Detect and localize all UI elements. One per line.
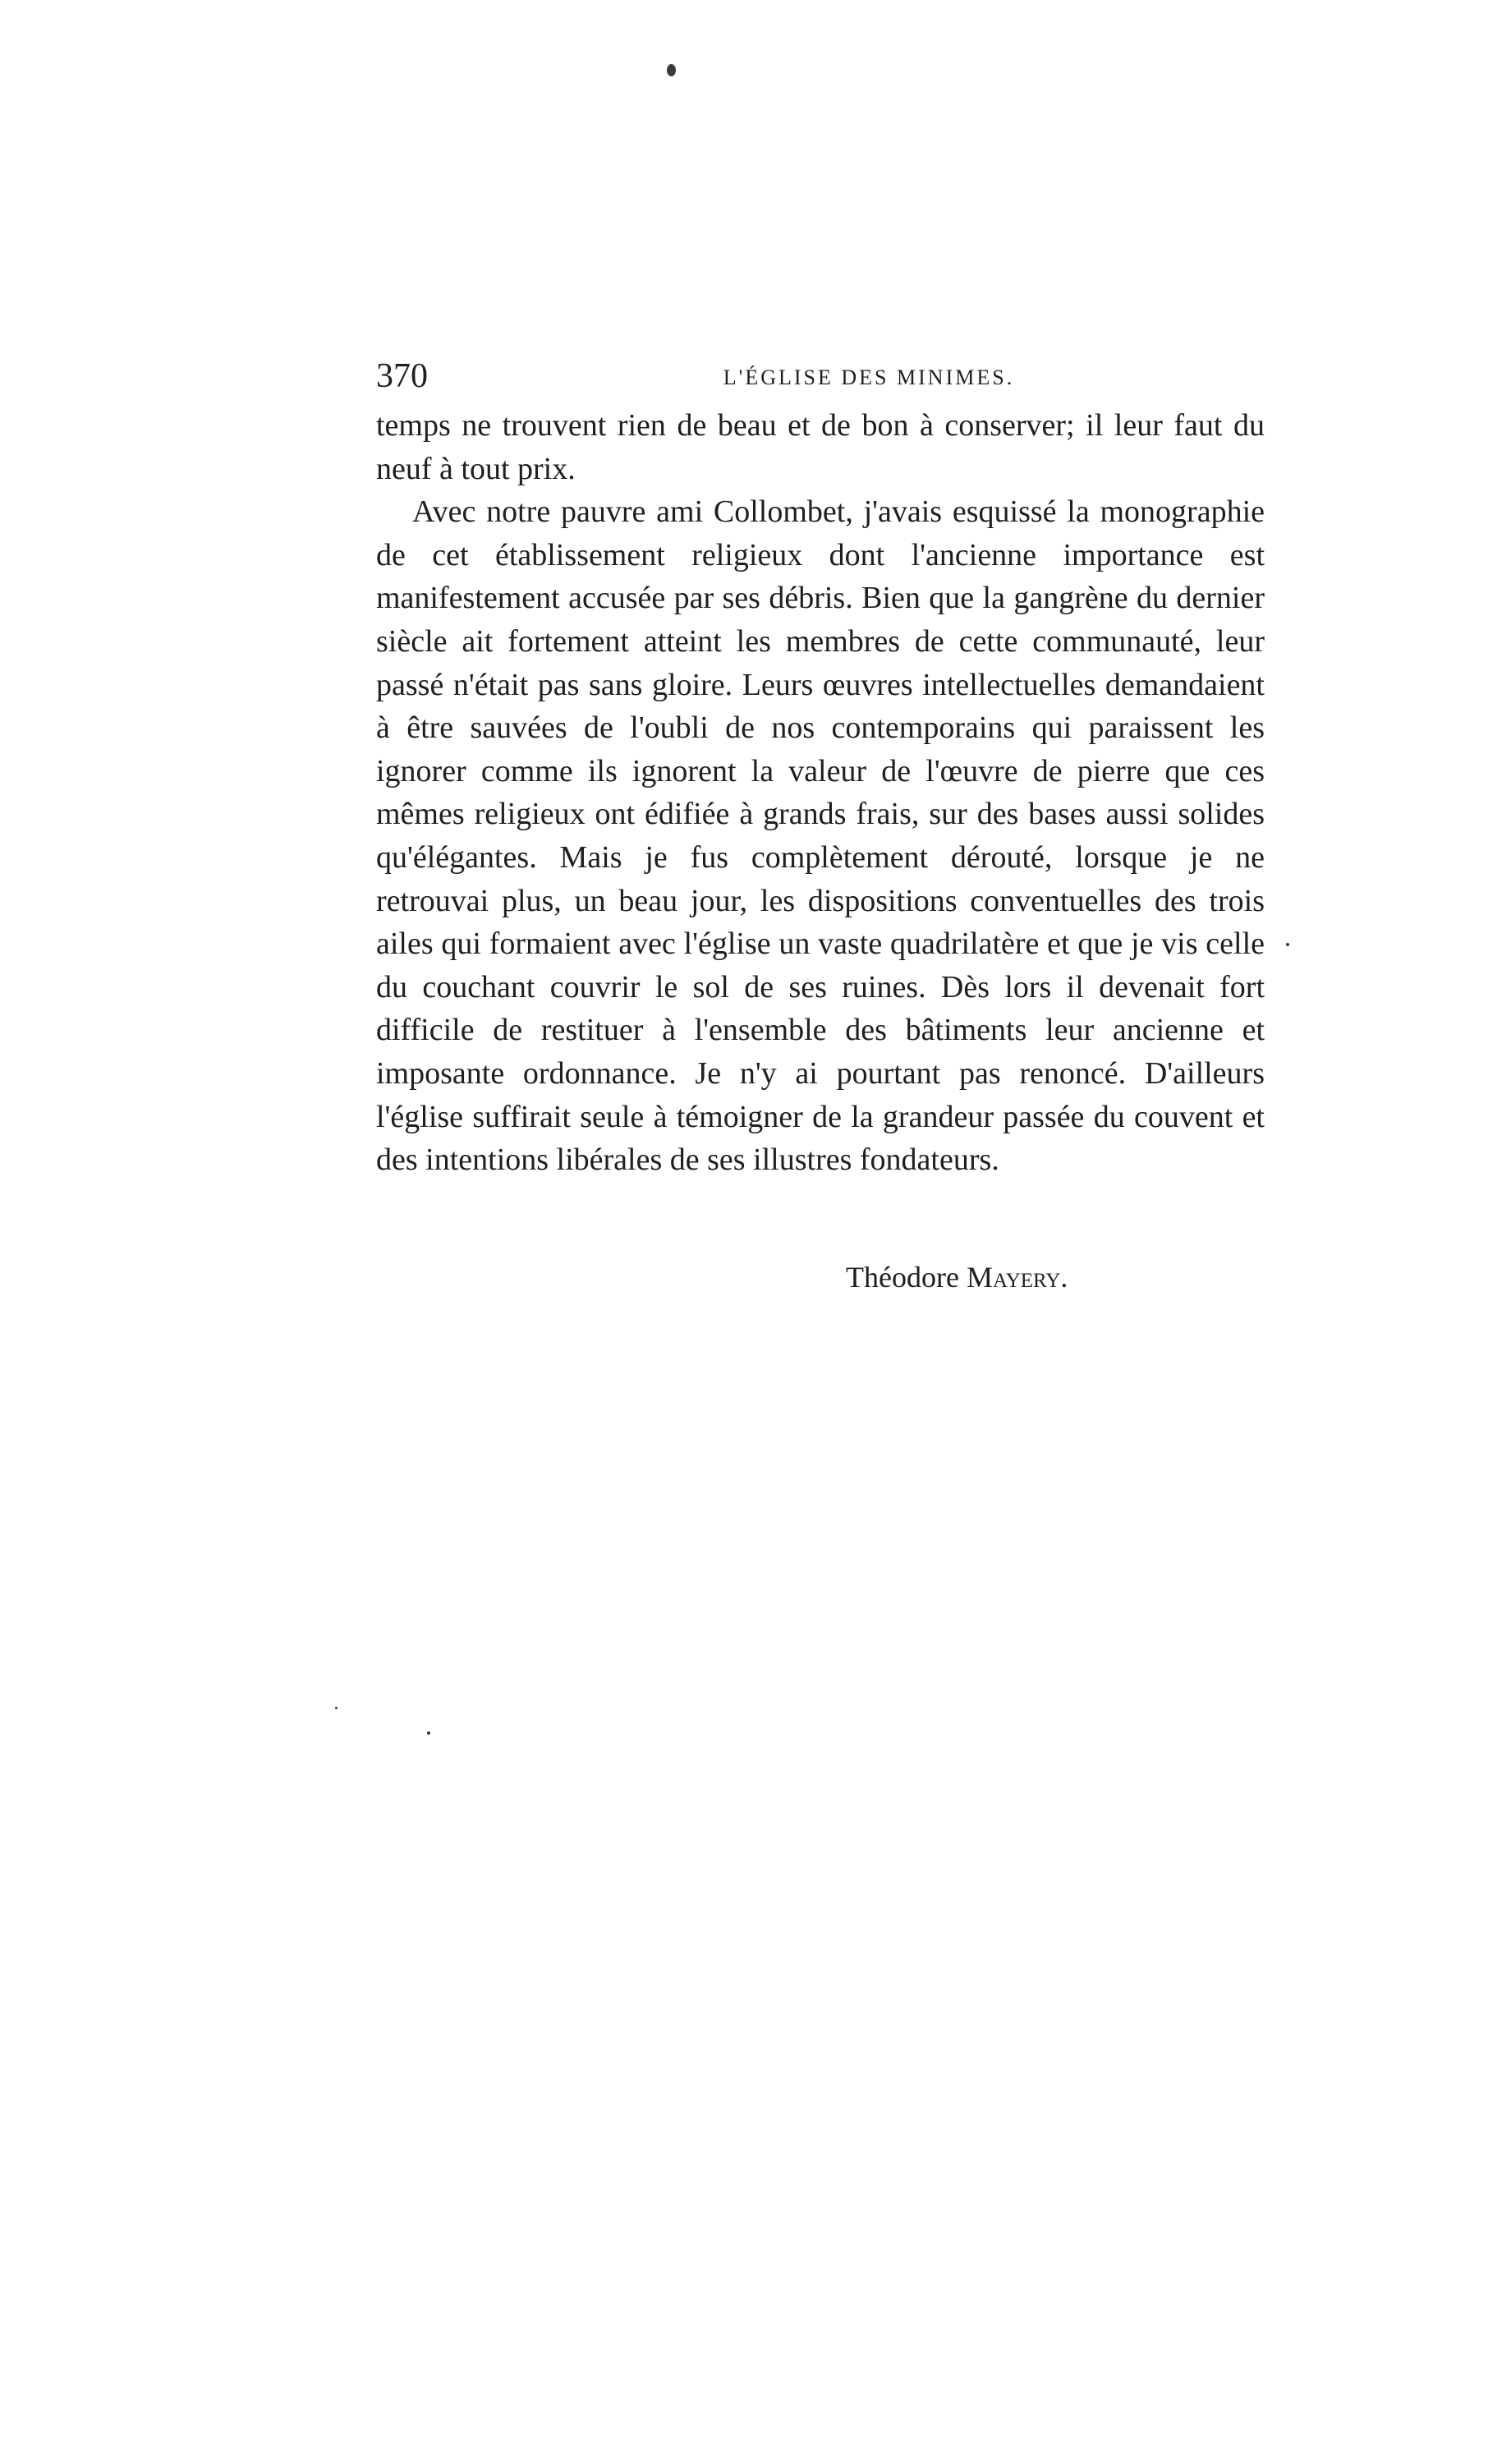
page-number: 370 <box>376 357 428 395</box>
running-title: L'ÉGLISE DES MINIMES. <box>723 365 1015 389</box>
paragraph-main: Avec notre pauvre ami Collombet, j'avais esquissé la monographie de cet établissement religieux dont l'ancienne importance est manifestement accusée par ses débris. Bien que la gangrène du dernier siècle ait fortement atteint les membres de cette communauté, leur passé n'était pas sans gloire. Leurs œuvres intellectuelles demandaient à être sauvées de l'oubli de nos contemporains qui paraissent les ignorer comme ils ignorent la valeur de l'œuvre de pierre que ces mêmes religieux ont édifiée à grands frais, sur des bases aussi solides qu'élégantes. Mais je fus complètement dérouté, lorsque je ne retrouvai plus, un beau jour, les dispositions conventuelles des trois ailes qui formaient avec l'église un vaste quadrilatère et que je vis celle du couchant couvrir le sol de ses ruines. Dès lors il devenait fort difficile de restituer à l'ensemble des bâtiments leur ancienne et imposante ordonnance. Je n'y ai pourtant pas renoncé. D'ailleurs l'église suffirait seule à témoigner de la grandeur passée du couvent et des intentions libérales de ses illustres fondateurs. <box>376 494 1265 1178</box>
paragraph-continuation: temps ne trouvent rien de beau et de bon à conserver; il leur faut du neuf à tout prix. <box>376 408 1265 486</box>
page-header <box>376 353 1265 399</box>
ink-speck-top <box>667 64 676 76</box>
ink-speck-lower-left <box>427 1731 430 1735</box>
ink-speck-lower-left-2 <box>335 1707 338 1709</box>
body-text <box>376 404 1265 1182</box>
author-signature <box>846 1257 1068 1298</box>
author-first-name: Théodore <box>846 1261 959 1294</box>
ink-speck-margin-right <box>1286 943 1289 946</box>
author-surname: Mayery. <box>966 1261 1068 1294</box>
